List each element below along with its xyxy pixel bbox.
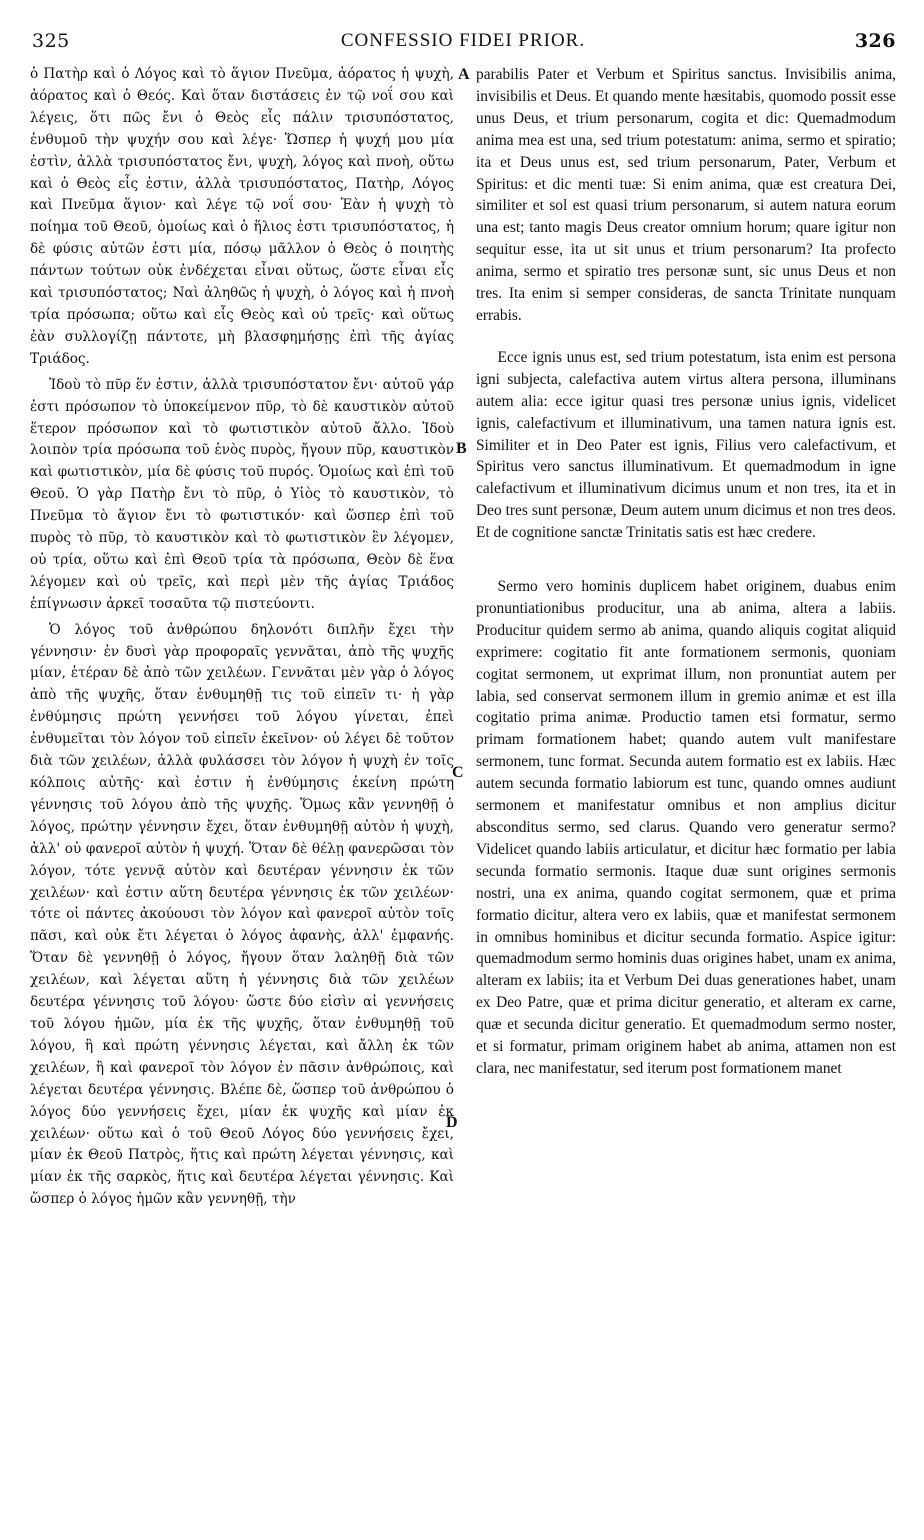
greek-paragraph: Ἰδοὺ τὸ πῦρ ἕν ἐστιν, ἀλλὰ τρισυπόστατον ἔνι· αὐτοῦ γάρ ἐστι πρόσωπον τὸ ὑποκείμενον πῦρ, τὸ δὲ καυστικὸν αὐτοῦ ἕτερον πρόσωπον καὶ τὸ φωτιστικὸν αὐτοῦ ἄλλο. Ἰδοὺ λοιπὸν τρία πρόσωπα τοῦ ἑνὸς πυρὸς, ἤγουν πῦρ, καυστικὸν καὶ φωτιστικὸν, μία δὲ φύσις τοῦ πυρός. Ὁμοίως καὶ ἐπὶ τοῦ Θεοῦ. Ὁ γὰρ Πατὴρ ἔνι τὸ πῦρ, ὁ Υἱὸς τὸ καυστικὸν, τὸ Πνεῦμα τὸ ἅγιον ἔνι τὸ φωτιστικόν· καὶ ὥσπερ ἐπὶ τοῦ πυρὸς τὸ πῦρ, τὸ καυστικὸν καὶ τὸ φωτιστικὸν ἓν λέγομεν, οὐ τρία, οὕτω καὶ ἐπὶ Θεοῦ τρία τὰ πρόσωπα, Θεὸν δὲ ἕνα λέγομεν καὶ οὐ τρεῖς, καὶ περὶ μὲν τῆς ἁγίας Τριάδος ἐπίγνωσιν ἀρκεῖ τοσαῦτα τῷ πιστεύοντι.: [30, 376, 454, 612]
latin-paragraph: Ecce ignis unus est, sed trium potestatum, ista enim est persona igni subjecta, calefactiva autem virtus altera persona, illuminans autem alia: ecce igitur quasi tres personæ unius ignis, videlicet ignis, calefactivum et illuminativum, una tamen natura ignis est. Similiter et in Deo Pater est ignis, Filius vero calefactivum, et Spiritus vero sanctus illuminativum. Et quemadmodum in igne calefactivum et illuminativum dicimus unum et non tres, ita et in Deo tres sunt personæ, Deum autem unum dicimus et non tres deos. Et de cognitione sanctæ Trinitatis satis est hæc credere.: [476, 348, 896, 542]
greek-paragraph: ὁ Πατὴρ καὶ ὁ Λόγος καὶ τὸ ἅγιον Πνεῦμα, ἀόρατος ἡ ψυχὴ, ἀόρατος καὶ ὁ Θεός. Καὶ ὅταν διστάσεις ἐν τῷ νοΐ σου καὶ λέγεις, ὅτι πῶς ἔνι ὁ Θεὸς εἷς πάλιν τρισυπόστατος, ἐνθυμοῦ τὴν ψυχήν σου καὶ λέγε· Ὥσπερ ἡ ψυχή μου μία ἐστὶν, ἀλλὰ τρισυπόστατος ἔνι, ψυχὴ, λόγος καὶ πνοὴ, οὕτω καὶ ὁ Θεὸς εἷς ἐστιν, ἀλλὰ τρισυπόστατος, Πατὴρ, Λόγος καὶ Πνεῦμα ἅγιον· καὶ λέγε τῷ νοΐ σου· Ἐὰν ἡ ψυχὴ τὸ ποίημα τοῦ Θεοῦ, ὁμοίως καὶ ὁ ἥλιος ἐστι τρισυπόστατος, ἡ δὲ φύσις αὐτῶν ἐστι μία, πόσῳ μᾶλλον ὁ Θεὸς ὁ ποιητὴς πάντων τούτων οὐκ ἐνδέχεται εἶναι οὕτως, ὥστε εἶναι εἷς καὶ τρισυπόστατος; Ναὶ ἀληθῶς ἡ ψυχὴ, ὁ λόγος καὶ ἡ πνοὴ τρία πρόσωπα; οὕτω καὶ εἷς Θεὸς καὶ οὐ τρεῖς· καὶ οὕτως ἐὰν συλλογίζῃ πάντοτε, μὴ βλασφημήσῃς ἐπὶ τῆς ἁγίας Τριάδος.: [30, 66, 454, 367]
margin-marker-c: C: [452, 764, 464, 781]
running-title: CONFESSIO FIDEI PRIOR.: [340, 30, 586, 51]
latin-paragraph: Sermo vero hominis duplicem habet originem, duabus enim pronuntiationibus producitur, una ab anima, altera a labiis. Producitur quidem sermo ab anima, quando aliquis cogitat aliquid exprimere: cogitatio fit ante formationem sermonis, quoniam cogitat sermonem, ut exprimat illum, non pronuntiat autem per labia, sed conservat sermonem illum in gremio animæ et est illa cogitatio prima animæ. Productio tamen etsi formatur, sermo primam formationem habet; quando autem vult manifestare sermonem, tunc format. Secunda autem formatio est ex labiis. Hæc autem secunda formatio labiorum est tunc, quando omnes audiunt sermonem et manifestatur omnibus et non amplius dicitur absconditus sermo, sed clarus. Quando vero generatur sermo? Videlicet quando labiis articulatur, et dicitur hæc formatio per labia secunda formatio sermonis. Itaque duæ sunt origines sermonis nostri, una ex anima, quando cogitat sermonem, quæ et prima formatio dicitur, altera vero ex labiis, quæ et manifestat sermonem in omnibus hominibus et dicitur secunda formatio. Aspice igitur: quemadmodum sermo hominis duas origines habet, unam ex anima, alteram ex labiis; ita et Verbum Dei duas generationes habet, unam ex Deo Patre, quæ et prima dicitur generatio, et alteram ex carne, quæ et secunda dicitur generatio. Et quemadmodum sermo noster, et si formatur, primam originem habet ab anima, attamen non est clara, nec manifestatur, sed iterum post formationem manet: [476, 578, 896, 1077]
running-header: [30, 30, 896, 60]
latin-text-column: [476, 64, 896, 1080]
page-number-left: 325: [32, 30, 70, 52]
page-number-right: 326: [854, 30, 896, 52]
greek-text-column: [30, 64, 454, 1211]
margin-marker-a: A: [458, 66, 470, 83]
margin-marker-d: D: [446, 1114, 458, 1131]
latin-paragraph: parabilis Pater et Verbum et Spiritus sanctus. Invisibilis anima, invisibilis et Deus. Et quando mente hæsitabis, quomodo possit esse unus Deus, et trium personarum, cogita et dic: Quemadmodum anima mea est una, sed trium potestatum: anima, sermo et spiratio; ita et Deus unus est, sed trium personarum, Pater, Verbum et Spiritus: et dic menti tuæ: Si enim anima, quæ est creatura Dei, similiter et sol est quasi trium personarum, si autem natura eorum una est; tanto magis Deus creator omnium horum; quare igitur non sequitur esse, ita ut sit unus et trium personarum? Ita profecto anima, sermo et spiratio tres personæ sunt, sic unus Deus et non tres. Ita enim si semper consideras, de sancta Trinitate nunquam errabis.: [476, 66, 896, 324]
margin-marker-b: B: [456, 440, 467, 457]
greek-paragraph: Ὁ λόγος τοῦ ἀνθρώπου δηλονότι διπλῆν ἔχει τὴν γέννησιν· ἐν δυσὶ γὰρ προφοραῖς γεννᾶται, ἀπὸ τῆς ψυχῆς μίαν, ἑτέραν δὲ ἀπὸ τῶν χειλέων. Γεννᾶται μὲν γὰρ ὁ λόγος ἀπὸ τῆς ψυχῆς, ὅταν ἐνθυμηθῇ τις τοῦ εἰπεῖν τι· ἡ γὰρ ἐνθύμησις πρώτη γεννήσει τοῦ λόγου γίνεται, ἐπεὶ ἐνθυμεῖται τὸν λόγον τοῦ εἰπεῖν ἐκεῖνον· οὐ λέγει δὲ τοῦτον διὰ τῶν χειλέων, ἀλλὰ φυλάσσει τὸν λόγον ἡ ψυχὴ ἐν τοῖς κόλποις αὐτῆς· καὶ ἐστιν ἡ ἐνθύμησις ἐκείνη πρώτη γέννησις τοῦ λόγου ἀπὸ τῆς ψυχῆς. Ὅμως κἂν γεννηθῇ ὁ λόγος, πρώτην γέννησιν ἔχει, ὅταν ἐνθυμηθῇ αὐτὸν ἡ ψυχὴ, ἀλλ' οὐ φανεροῖ αὐτὸν ἡ ψυχή. Ὅταν δὲ θέλῃ φανερῶσαι τὸν λόγον, τότε γεννᾷ αὐτὸν καὶ δευτέραν γέννησιν ἐκ τῶν χειλέων· καὶ ἐστιν αὕτη δευτέρα γέννησις ἐκ τῶν χειλέων· τότε οἱ πάντες ἀκούουσι τὸν λόγον καὶ φανεροῖ αὐτὸν τοῖς πᾶσι, καὶ οὐκ ἔτι λέγεται ὁ λόγος ἀφανὴς, ἀλλ' ἐμφανής. Ὅταν δὲ γεννηθῇ ὁ λόγος, ἤγουν ὅταν λαληθῇ διὰ τῶν χειλέων, καὶ λέγεται αὕτη ἡ γέννησις διὰ τῶν χειλέων δευτέρα γέννησις τοῦ λόγου· ὥστε δύο εἰσὶν αἱ γεννήσεις τοῦ λόγου ἡμῶν, μία ἐκ τῆς ψυχῆς, ὅταν ἐνθυμηθῇ τοῦ λόγου, ἣ καὶ πρώτη γέννησις λέγεται, καὶ ἄλλη ἐκ τῶν χειλέων, ἣ καὶ φανεροῖ τὸν λόγον ἐν πᾶσιν ἀνθρώποις, καὶ λέγεται δευτέρα γέννησις. Βλέπε δὲ, ὥσπερ τοῦ ἀνθρώπου ὁ λόγος δύο γεννήσεις ἔχει, μίαν ἐκ ψυχῆς καὶ μίαν ἐκ χειλέων· οὕτω καὶ ὁ τοῦ Θεοῦ Λόγος δύο γεννήσεις ἔχει, μίαν ἐκ Θεοῦ Πατρὸς, ἥτις καὶ πρώτη λέγεται γέννησις, καὶ μίαν ἐκ τῆς σαρκὸς, ἥτις καὶ δευτέρα λέγεται γέννησις. Καὶ ὥσπερ ὁ λόγος ἡμῶν κἂν γεννηθῇ, τὴν: [30, 621, 454, 1208]
